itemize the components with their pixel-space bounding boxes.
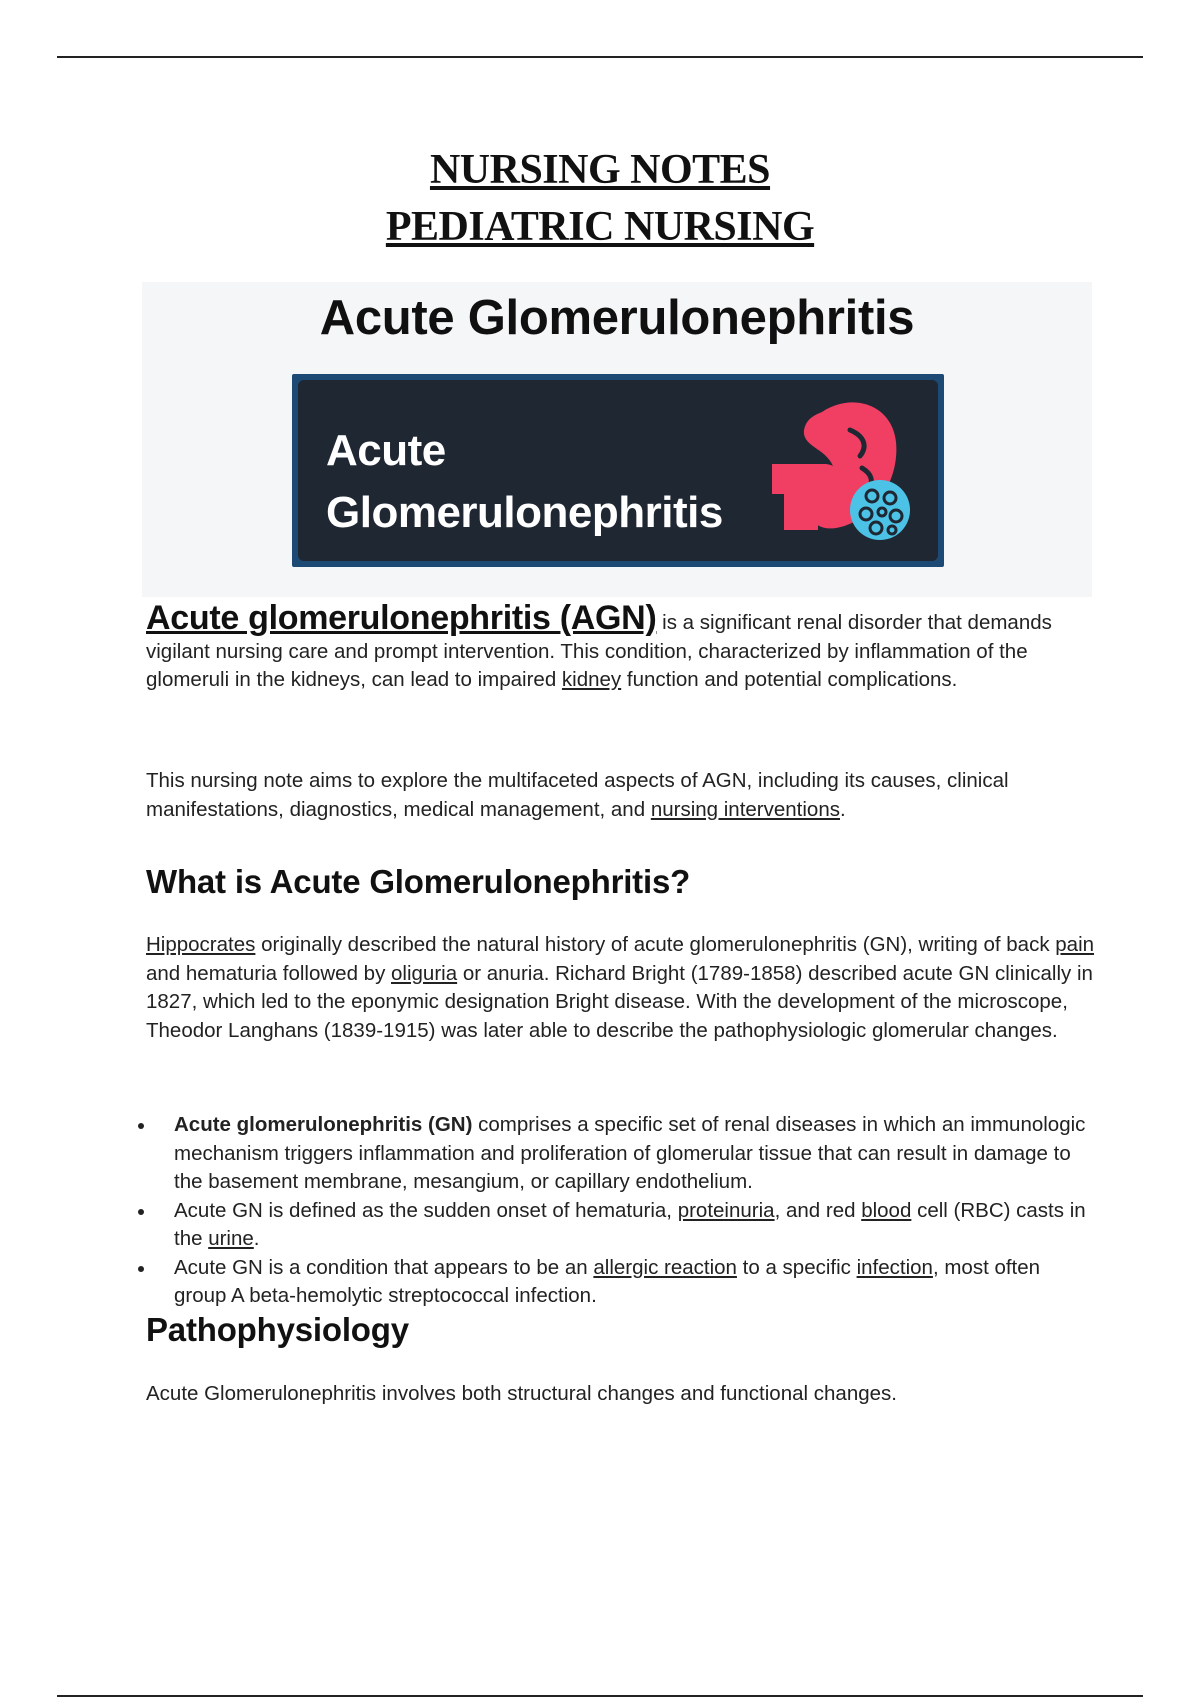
link-oliguria[interactable]: oliguria bbox=[391, 961, 458, 985]
intro-paragraph-2: This nursing note aims to explore the multifaceted aspects of AGN, including its causes, clinical manifestations, diagnostics, medical management, and nursing interventions. bbox=[146, 769, 1009, 821]
top-rule bbox=[57, 56, 1143, 58]
hero-image-text bbox=[326, 420, 723, 544]
history-paragraph: Hippocrates originally described the natural history of acute glomerulonephritis (GN), writing of back pain and hematuria followed by oliguria or anuria. Richard Bright (1789-1858) described acute GN clinically in 1827, which led to the eponymic designation Bright disease. With the development of the microscope, Theodor Langhans (1839-1915) was later able to describe the pathophysiologic glomerular changes. bbox=[146, 933, 1095, 1042]
link-kidney[interactable]: kidney bbox=[561, 668, 622, 691]
list-item: Acute GN is defined as the sudden onset of hematuria, proteinuria, and red blood cell (RBC) casts in the urine. bbox=[146, 1197, 1096, 1254]
list-item: Acute glomerulonephritis (GN) comprises a specific set of renal diseases in which an immunologic mechanism triggers inflammation and proliferation of glomerular tissue that can result in damage to the basement membrane, mesangium, or capillary endothelium. bbox=[146, 1111, 1096, 1197]
link-blood[interactable]: blood bbox=[861, 1198, 912, 1222]
hero-image-panel bbox=[298, 380, 938, 561]
link-urine[interactable]: urine bbox=[208, 1227, 254, 1250]
link-nursing-interventions[interactable]: nursing interventions bbox=[650, 797, 840, 821]
link-pain[interactable]: pain bbox=[1055, 933, 1095, 956]
kidney-icon bbox=[764, 390, 924, 555]
link-allergic-reaction[interactable]: allergic reaction bbox=[593, 1255, 737, 1279]
patho-paragraph: Acute Glomerulonephritis involves both structural changes and functional changes. bbox=[146, 1382, 897, 1405]
intro-paragraph: Acute glomerulonephritis (AGN) is a significant renal disorder that demands vigilant nursing care and prompt intervention. This condition, characterized by inflammation of the glomeruli in the kidneys, can lead to impaired kidney function and potential complications. bbox=[146, 599, 1052, 691]
heading-what-is: What is Acute Glomerulonephritis? bbox=[146, 863, 691, 900]
hero-image bbox=[292, 374, 944, 567]
intro-term: Acute glomerulonephritis (AGN) bbox=[146, 599, 657, 637]
doc-title-line2: PEDIATRIC NURSING bbox=[385, 204, 815, 250]
hero-text-line2: Glomerulonephritis bbox=[326, 488, 723, 537]
banner-image bbox=[142, 282, 1092, 597]
link-infection[interactable]: infection bbox=[856, 1255, 933, 1279]
banner-heading: Acute Glomerulonephritis bbox=[319, 291, 915, 345]
hero-text-line1: Acute bbox=[326, 426, 446, 475]
bottom-rule bbox=[57, 1695, 1143, 1697]
bullet-list bbox=[146, 1111, 1096, 1311]
heading-pathophysiology: Pathophysiology bbox=[146, 1311, 409, 1348]
doc-title-line1: NURSING NOTES bbox=[429, 147, 771, 193]
link-hippocrates[interactable]: Hippocrates bbox=[146, 933, 256, 956]
link-proteinuria[interactable]: proteinuria bbox=[677, 1198, 775, 1222]
list-item: Acute GN is a condition that appears to be an allergic reaction to a specific infection, most often group A beta-hemolytic streptococcal infection. bbox=[146, 1254, 1096, 1311]
